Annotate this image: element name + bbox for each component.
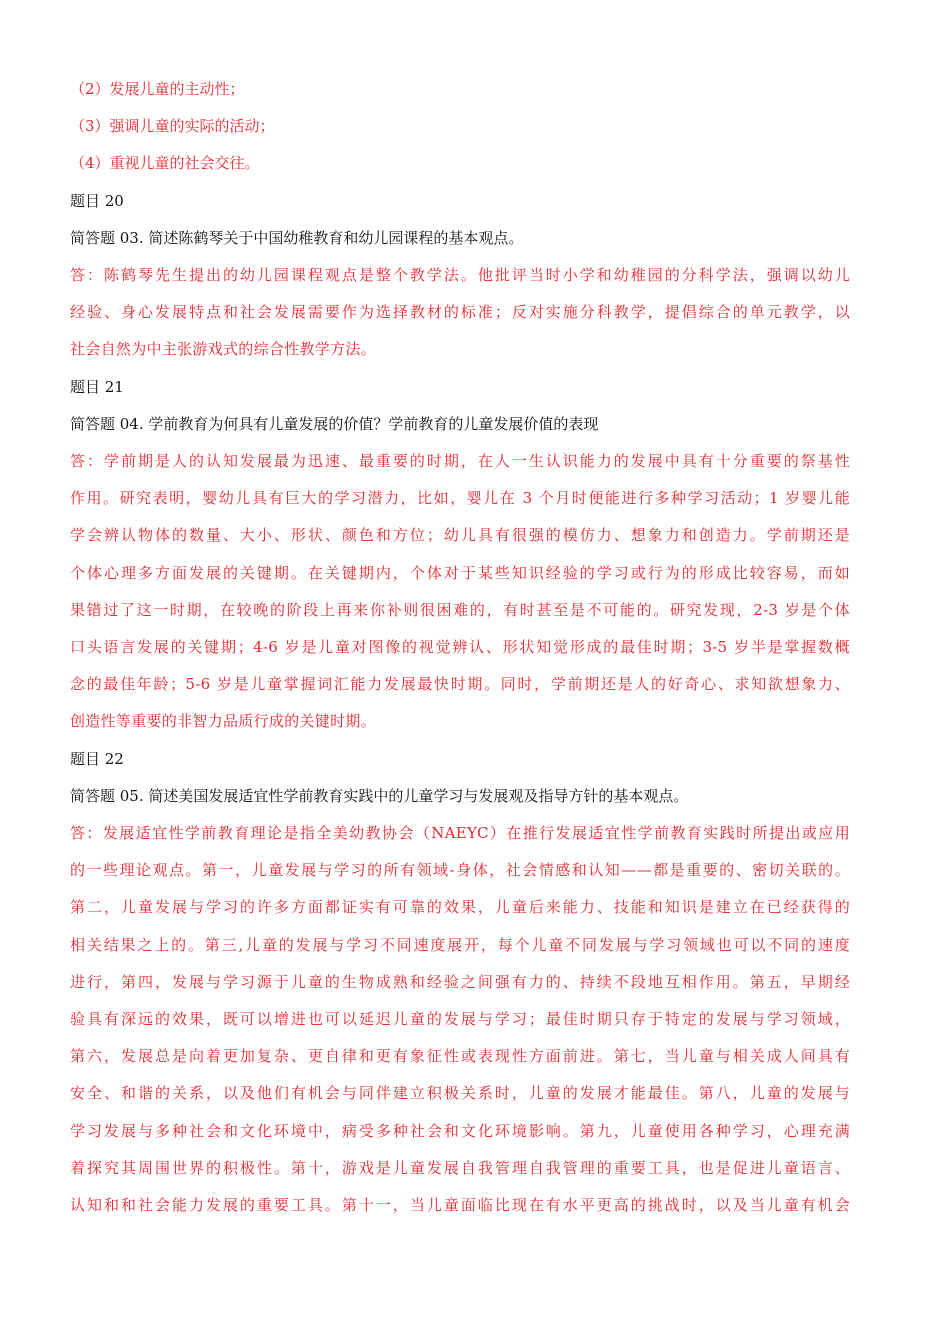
answer-row: 学习发展与多种社会和文化环境中，病受多种社会和文化环境影响。第九，儿童使用各种学习，心理充满 <box>70 1121 850 1140</box>
answer-row: 创造性等重要的非智力品质行成的关键时期。 <box>70 712 377 731</box>
answer-row: 相关结果之上的。第三,儿童的发展与学习不同速度展开，每个儿童不同发展与学习领域也可以不同的速度 <box>70 935 850 954</box>
document-page <box>70 71 850 1224</box>
answer-row: 认知和和社会能力发展的重要工具。第十一，当儿童面临比现在有水平更高的挑战时，以及当儿童有机会 <box>70 1196 850 1215</box>
answer-row: 答：学前期是人的认知发展最为迅速、最重要的时期，在人一生认识能力的发展中具有十分重要的祭基性 <box>70 452 850 471</box>
question-number-heading: 题目 20 <box>70 191 124 210</box>
answer-line: （3）强调儿童的实际的活动； <box>70 117 275 136</box>
answer-row: 进行，第四，发展与学习源于儿童的生物成熟和经验之间强有力的、持续不段地互相作用。第五，早期经 <box>70 972 850 991</box>
answer-row: 果错过了这一时期，在较晚的阶段上再来你补则很困难的，有时甚至是不可能的。研究发现，2-3 岁是个体 <box>70 600 850 619</box>
answer-row: 第二，儿童发展与学习的许多方面都证实有可靠的效果，儿童后来能力、技能和知识是建立在已经获得的 <box>70 898 850 917</box>
answer-row: 着探究其周围世界的积极性。第十，游戏是儿童发展自我管理自我管理的重要工具，也是促进儿童语言、 <box>70 1158 850 1177</box>
answer-row: 口头语言发展的关键期；4-6 岁是儿童对图像的视觉辨认、形状知觉形成的最佳时期；3-5 岁半是掌握数概 <box>70 638 850 657</box>
question-text: 简答题 03. 简述陈鹤琴关于中国幼稚教育和幼儿园课程的基本观点。 <box>70 228 524 247</box>
answer-paragraph <box>70 443 850 741</box>
answer-row: 社会自然为中主张游戏式的综合性教学方法。 <box>70 340 377 359</box>
answer-row: 答：陈鹤琴先生提出的幼儿园课程观点是整个教学法。他批评当时小学和幼稚园的分科学法，强调以幼儿 <box>70 266 850 285</box>
question-number-heading: 题目 21 <box>70 377 124 396</box>
answer-row: 答：发展适宜性学前教育理论是指全美幼教协会（NAEYC）在推行发展适宜性学前教育实践时所提出或应用 <box>70 824 850 843</box>
answer-row: 学会辨认物体的数量、大小、形状、颜色和方位；幼儿具有很强的模仿力、想象力和创造力。学前期还是 <box>70 526 850 545</box>
answer-paragraph <box>70 815 850 1224</box>
answer-row: 的一些理论观点。第一，儿童发展与学习的所有领域-身体，社会情感和认知——都是重要的、密切关联的。 <box>70 861 850 880</box>
answer-line: （2）发展儿童的主动性； <box>70 80 245 98</box>
question-number-heading: 题目 22 <box>70 749 124 768</box>
answer-row: 念的最佳年龄；5-6 岁是儿童掌握词汇能力发展最快时期。同时，学前期还是人的好奇心、求知欲想象力、 <box>70 675 850 694</box>
answer-paragraph <box>70 257 850 369</box>
answer-line: （4）重视儿童的社会交往。 <box>70 154 260 173</box>
question-text: 简答题 04. 学前教育为何具有儿童发展的价值？学前教育的儿童发展价值的表现 <box>70 414 599 433</box>
answer-row: 作用。研究表明，婴幼儿具有巨大的学习潜力，比如，婴儿在 3 个月时便能进行多种学习活动；1 岁婴儿能 <box>70 489 850 508</box>
answer-row: 第六，发展总是向着更加复杂、更自律和更有象征性或表现性方面前进。第七，当儿童与相关成人间具有 <box>70 1047 850 1066</box>
question-text: 简答题 05. 简述美国发展适宜性学前教育实践中的儿童学习与发展观及指导方针的基本观点。 <box>70 786 689 805</box>
answer-row: 经验、身心发展特点和社会发展需要作为选择教材的标准；反对实施分科教学，提倡综合的单元教学，以 <box>70 303 850 322</box>
answer-row: 安全、和谐的关系，以及他们有机会与同伴建立积极关系时，儿童的发展才能最佳。第八，儿童的发展与 <box>70 1084 850 1103</box>
answer-row: 个体心理多方面发展的关键期。在关键期内，个体对于某些知识经验的学习或行为的形成比较容易，而如 <box>70 563 850 582</box>
answer-row: 验具有深远的效果，既可以增进也可以延迟儿童的发展与学习；最佳时期只存于特定的发展与学习领域， <box>70 1010 850 1029</box>
